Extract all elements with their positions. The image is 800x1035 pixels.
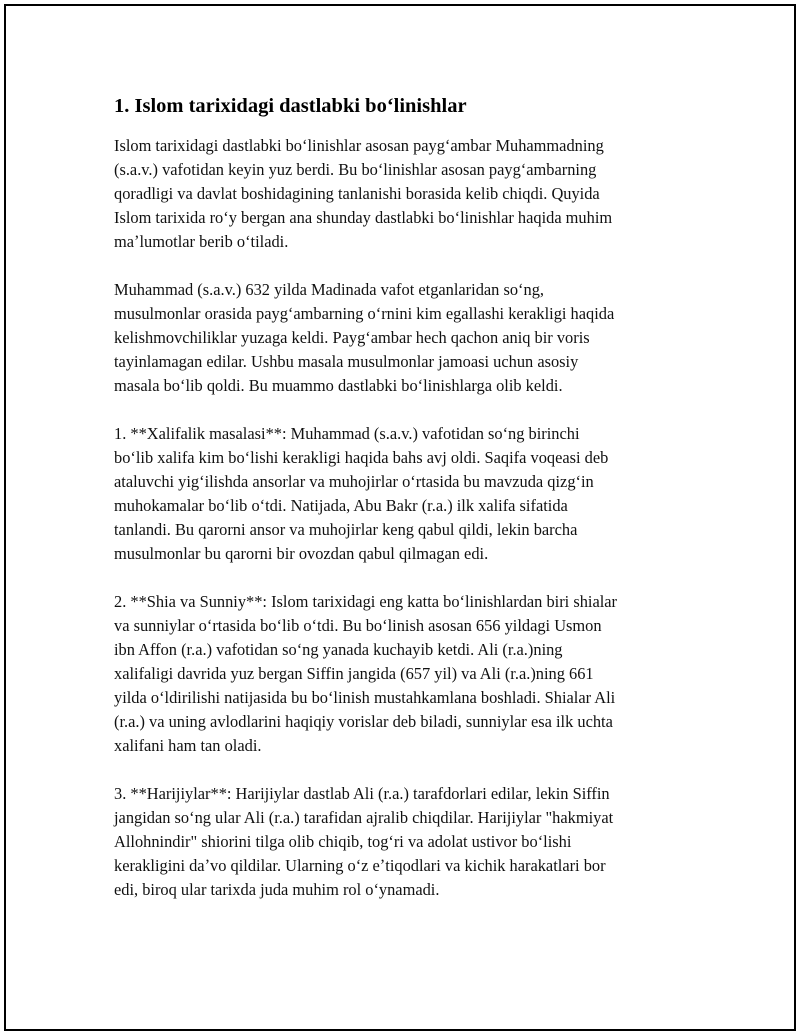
- paragraph-line: 1. **Xalifalik masalasi**: Muhammad (s.a.v.) vafotidan soʻng birinchi: [114, 424, 580, 443]
- paragraph-shia-sunni: [114, 590, 690, 758]
- paragraph-line: Islom tarixidagi dastlabki boʻlinishlar asosan paygʻambar Muhammadning: [114, 136, 604, 155]
- document-heading: 1. Islom tarixidagi dastlabki boʻlinishlar: [114, 95, 467, 117]
- paragraph-intro: [114, 134, 690, 254]
- paragraph-line: Islom tarixida roʻy bergan ana shunday dastlabki boʻlinishlar haqida muhim: [114, 208, 613, 227]
- paragraph-line: 2. **Shia va Sunniy**: Islom tarixidagi eng katta boʻlinishlardan biri shialar: [114, 592, 618, 611]
- paragraph-line: xalifaligi davrida yuz bergan Siffin jangida (657 yil) va Ali (r.a.)ning 661: [114, 664, 594, 683]
- paragraph-line: tayinlamagan edilar. Ushbu masala musulmonlar jamoasi uchun asosiy: [114, 352, 579, 371]
- paragraph-line: yilda oʻldirilishi natijasida bu boʻlinish mustahkamlana boshladi. Shialar Ali: [114, 688, 616, 707]
- paragraph-line: edi, biroq ular tarixda juda muhim rol oʻynamadi.: [114, 880, 440, 899]
- paragraph-line: (s.a.v.) vafotidan keyin yuz berdi. Bu boʻlinishlar asosan paygʻambarning: [114, 160, 597, 179]
- paragraph-line: muhokamalar boʻlib oʻtdi. Natijada, Abu Bakr (r.a.) ilk xalifa sifatida: [114, 496, 568, 515]
- paragraph-line: 3. **Harijiylar**: Harijiylar dastlab Ali (r.a.) tarafdorlari edilar, lekin Siffin: [114, 784, 610, 803]
- paragraph-line: va sunniylar oʻrtasida boʻlib oʻtdi. Bu boʻlinish asosan 656 yildagi Usmon: [114, 616, 602, 635]
- paragraph-line: jangidan soʻng ular Ali (r.a.) tarafidan ajralib chiqdilar. Harijiylar "hakmiyat: [114, 808, 614, 827]
- paragraph-line: masala boʻlib qoldi. Bu muammo dastlabki boʻlinishlarga olib keldi.: [114, 376, 563, 395]
- paragraph-line: Allohnindir" shiorini tilga olib chiqib, togʻri va adolat ustivor boʻlishi: [114, 832, 572, 851]
- paragraph-kharijites: [114, 782, 690, 902]
- paragraph-line: kerakligini daʼvo qildilar. Ularning oʻz eʼtiqodlari va kichik harakatlari bor: [114, 856, 606, 875]
- paragraph-line: ataluvchi yigʻilishda ansorlar va muhojirlar oʻrtasida bu mavzuda qizgʻin: [114, 472, 594, 491]
- paragraph-line: (r.a.) va uning avlodlarini haqiqiy vorislar deb biladi, sunniylar esa ilk uchta: [114, 712, 613, 731]
- paragraph-line: boʻlib xalifa kim boʻlishi kerakligi haqida bahs avj oldi. Saqifa voqeasi deb: [114, 448, 609, 467]
- paragraph-line: qoradligi va davlat boshidagining tanlanishi borasida kelib chiqdi. Quyida: [114, 184, 600, 203]
- paragraph-line: tanlandi. Bu qarorni ansor va muhojirlar keng qabul qildi, lekin barcha: [114, 520, 578, 539]
- paragraph-caliphate: [114, 422, 690, 566]
- paragraph-line: musulmonlar orasida paygʻambarning oʻrnini kim egallashi kerakligi haqida: [114, 304, 615, 323]
- paragraph-background: [114, 278, 690, 398]
- document-body: [114, 92, 690, 926]
- paragraph-line: kelishmovchiliklar yuzaga keldi. Paygʻambar hech qachon aniq bir voris: [114, 328, 590, 347]
- paragraph-line: musulmonlar bu qarorni bir ovozdan qabul qilmagan edi.: [114, 544, 489, 563]
- paragraph-line: ibn Affon (r.a.) vafotidan soʻng yanada kuchayib ketdi. Ali (r.a.)ning: [114, 640, 563, 659]
- paragraph-line: xalifani ham tan oladi.: [114, 736, 262, 755]
- paragraph-line: maʼlumotlar berib oʻtiladi.: [114, 232, 289, 251]
- paragraph-line: Muhammad (s.a.v.) 632 yilda Madinada vafot etganlaridan soʻng,: [114, 280, 544, 299]
